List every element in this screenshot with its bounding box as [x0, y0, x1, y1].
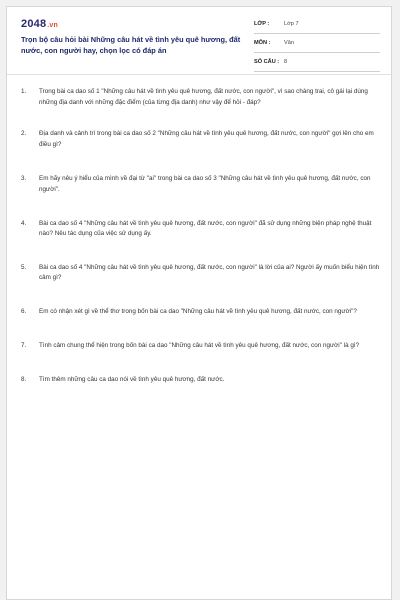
meta-value: Lớp 7	[284, 21, 299, 27]
meta-label: SỐ CÂU :	[254, 59, 280, 65]
question-text: Trong bài ca dao số 1 "Những câu hát về tình yêu quê hương, đất nước, con người", vì sao chàng trai, cô gái lại dùng những địa danh với những đặc điểm (của từng địa danh) như vậy để hỏi - đáp?	[39, 88, 368, 106]
meta-label: MÔN :	[254, 40, 271, 46]
question-number: 3.	[21, 175, 27, 183]
question-number: 4.	[21, 219, 27, 227]
meta-label: LỚP :	[254, 21, 270, 27]
document-header	[7, 7, 393, 73]
question-number: 2.	[21, 130, 27, 138]
question-item	[21, 129, 381, 150]
question-list	[21, 87, 381, 386]
question-number: 7.	[21, 341, 27, 349]
question-number: 5.	[21, 263, 27, 271]
question-text: Địa danh và cảnh trí trong bài ca dao số 2 "Những câu hát về tình yêu quê hương, đất nước, con người" gợi lên cho em điều gì?	[39, 130, 374, 148]
question-item	[21, 375, 381, 386]
site-logo[interactable]	[21, 18, 58, 30]
question-text: Em hãy nêu ý hiểu của mình về đại từ "ai" trong bài ca dao số 3 "Những câu hát về tình yêu quê hương, đất nước, con người".	[39, 175, 371, 193]
question-item	[21, 219, 381, 240]
question-text: Em có nhận xét gì về thể thơ trong bốn bài ca dao "Những câu hát về tình yêu quê hương, đất nước, con người"?	[39, 307, 357, 315]
document-meta	[254, 18, 380, 75]
question-text: Bài ca dao số 4 "Những câu hát về tình yêu quê hương, đất nước, con người" là lời của ai? Người ấy muốn biểu hiện tình cảm gì?	[39, 263, 380, 282]
question-item	[21, 263, 381, 284]
meta-row-subject	[254, 37, 380, 53]
document-title: Trọn bộ câu hỏi bài Những câu hát về tình yêu quê hương, đất nước, con người hay, chọn lọc có đáp án	[21, 35, 241, 55]
question-item	[21, 87, 381, 108]
question-number: 8.	[21, 376, 27, 384]
question-number: 6.	[21, 307, 27, 315]
logo-tld: .vn	[47, 22, 58, 29]
meta-row-count	[254, 56, 380, 72]
header-divider	[7, 74, 391, 75]
question-text: Tình cảm chung thể hiện trong bốn bài ca dao "Những câu hát về tình yêu quê hương, đất nước, con người" là gì?	[39, 341, 360, 349]
question-item	[21, 307, 381, 318]
meta-value: 8	[284, 59, 288, 65]
question-number: 1.	[21, 88, 27, 95]
question-text: Bài ca dao số 4 "Những câu hát về tình yêu quê hương, đất nước, con người" đã sử dụng những biện pháp nghệ thuật nào? Nêu tác dụng của việc sử dụng ấy.	[39, 219, 372, 238]
document-page	[6, 6, 392, 600]
question-item	[21, 341, 381, 352]
meta-value: Văn	[284, 40, 294, 46]
question-item	[21, 174, 381, 195]
logo-number: 2048	[21, 18, 47, 30]
question-text: Tìm thêm những câu ca dao nói về tình yêu quê hương, đất nước.	[39, 376, 225, 384]
meta-row-class	[254, 18, 380, 34]
